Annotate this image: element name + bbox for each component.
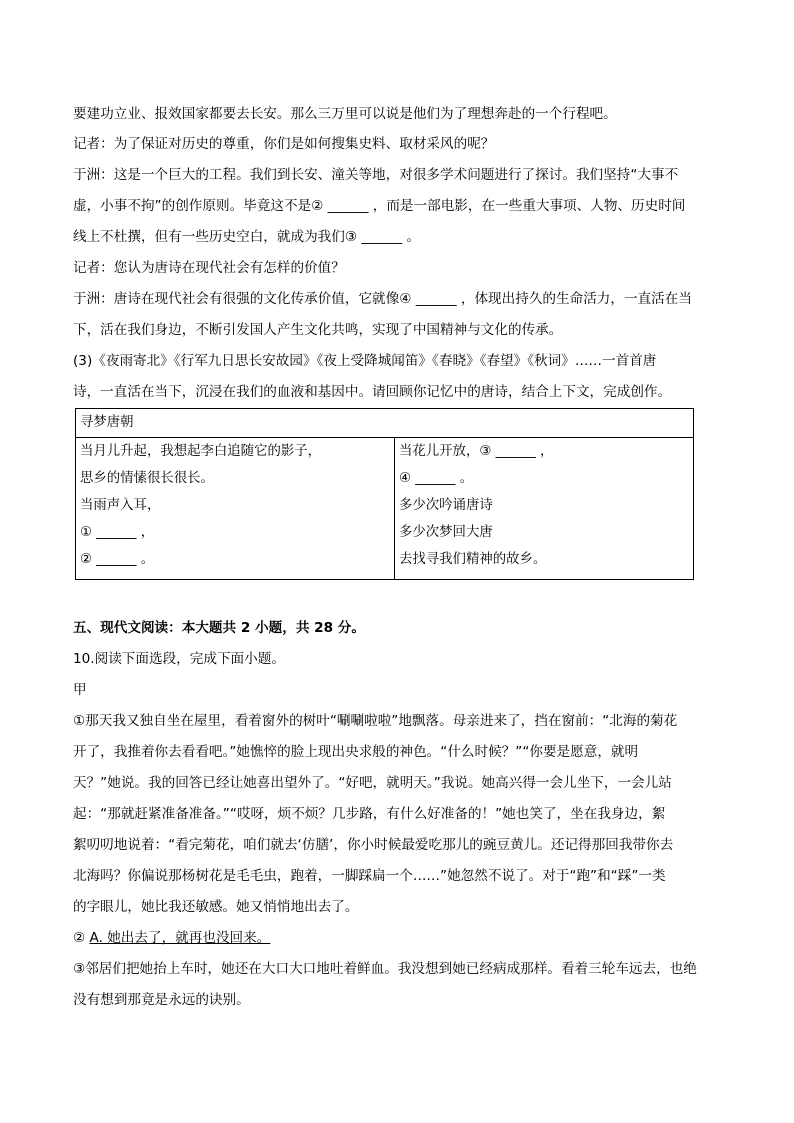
poem-blank-3: 当花儿开放，③ ______ ， bbox=[399, 444, 554, 459]
question-10: 10.阅读下面选段，完成下面小题。 bbox=[73, 651, 285, 667]
poem-table bbox=[75, 408, 694, 580]
poem-right-column bbox=[395, 438, 694, 580]
answer-history-line-1: 于洲：这是一个巨大的工程。我们到长安、潼关等地，对很多学术问题进行了探讨。我们坚持“大事不 bbox=[73, 167, 679, 183]
poem-left-line: 当月儿升起，我想起李白追随它的影子， bbox=[80, 444, 322, 459]
question-3-line-2: 诗，一直活在当下，沉浸在我们的血液和基因中。请回顾你记忆中的唐诗，结合上下文，完成创作。 bbox=[73, 384, 672, 400]
passage-paragraph-1-line-4: 起：“那就赶紧准备准备。”“哎呀，烦不烦？几步路，有什么好准备的！”她也笑了，坐在我身边，絮 bbox=[73, 806, 666, 822]
poem-right-line: 去找寻我们精神的故乡。 bbox=[399, 552, 547, 567]
passage-paragraph-2 bbox=[73, 928, 725, 948]
question-value: 记者：您认为唐诗在现代社会有怎样的价值？ bbox=[73, 260, 345, 276]
poem-title: 寻梦唐朝 bbox=[76, 409, 694, 438]
poem-blank-1: ① ______ ， bbox=[80, 525, 155, 540]
poem-right-line: 多少次梦回大唐 bbox=[399, 525, 493, 540]
paragraph-2-number: ② bbox=[73, 930, 90, 946]
passage-paragraph-1-line-2: 开了，我推着你去看看吧。”她憔悴的脸上现出央求般的神色。“什么时候？”“你要是愿意，就明 bbox=[73, 744, 639, 760]
poem-left-line: 思乡的情愫很长很长。 bbox=[80, 471, 214, 486]
answer-history-line-3: 线上不杜撰，但有一些历史空白，就成为我们③ ______ 。 bbox=[73, 229, 421, 245]
poem-right-line: 多少次吟诵唐诗 bbox=[399, 498, 493, 513]
passage-paragraph-1-line-6: 北海吗？你偏说那杨树花是毛毛虫，跑着，一脚踩扁一个……”她忽然不说了。对于“跑”和“踩”一类 bbox=[73, 868, 666, 884]
underlined-sentence-a: A. 她出去了，就再也没回来。 bbox=[89, 930, 271, 946]
passage-paragraph-3-line-2: 没有想到那竟是永远的诀别。 bbox=[73, 992, 250, 1008]
passage-paragraph-1-line-3: 天？”她说。我的回答已经让她喜出望外了。“好吧，就明天。”我说。她高兴得一会儿坐下，一会儿站 bbox=[73, 775, 672, 791]
passage-paragraph-3-line-1: ③邻居们把她抬上车时，她还在大口大口地吐着鲜血。我没想到她已经病成那样。看着三轮车远去，也绝 bbox=[73, 961, 697, 977]
passage-paragraph-1-line-7: 的字眼儿，她比我还敏感。她又悄悄地出去了。 bbox=[73, 899, 359, 915]
question-3-line-1: (3)《夜雨寄北》《行军九日思长安故园》《夜上受降城闻笛》《春晓》《春望》《秋词》……一首首唐 bbox=[73, 353, 657, 369]
section-5-heading: 五、现代文阅读：本大题共 2 小题，共 28 分。 bbox=[73, 620, 365, 636]
poem-blank-2: ② ______ 。 bbox=[80, 552, 155, 567]
poem-blank-4: ④ ______ 。 bbox=[399, 471, 474, 486]
poem-left-line: 当雨声入耳， bbox=[80, 498, 161, 513]
answer-value-line-2: 下，活在我们身边，不断引发国人产生文化共鸣，实现了中国精神与文化的传承。 bbox=[73, 322, 563, 338]
paragraph-intro: 要建功立业、报效国家都要去长安。那么三万里可以说是他们为了理想奔赴的一个行程吧。 bbox=[73, 106, 617, 122]
passage-paragraph-1-line-1: ①那天我又独自坐在屋里，看着窗外的树叶“唰唰啦啦”地飘落。母亲进来了，挡在窗前：“北海的菊花 bbox=[73, 713, 678, 729]
passage-label-jia: 甲 bbox=[73, 682, 87, 698]
passage-paragraph-1-line-5: 絮叨叨地说着：“看完菊花，咱们就去‘仿膳’，你小时候最爱吃那儿的豌豆黄儿。还记得那回我带你去 bbox=[73, 837, 674, 853]
answer-value-line-1: 于洲：唐诗在现代社会有很强的文化传承价值，它就像④ ______ ，体现出持久的生命活力，一直活在当 bbox=[73, 291, 692, 307]
answer-history-line-2: 虚，小事不拘”的创作原则。毕竟这不是② ______ ，而是一部电影，在一些重大事项、人物、历史时间 bbox=[73, 198, 686, 214]
question-history: 记者：为了保证对历史的尊重，你们是如何搜集史料、取材采风的呢？ bbox=[73, 136, 495, 152]
poem-left-column bbox=[76, 438, 395, 580]
